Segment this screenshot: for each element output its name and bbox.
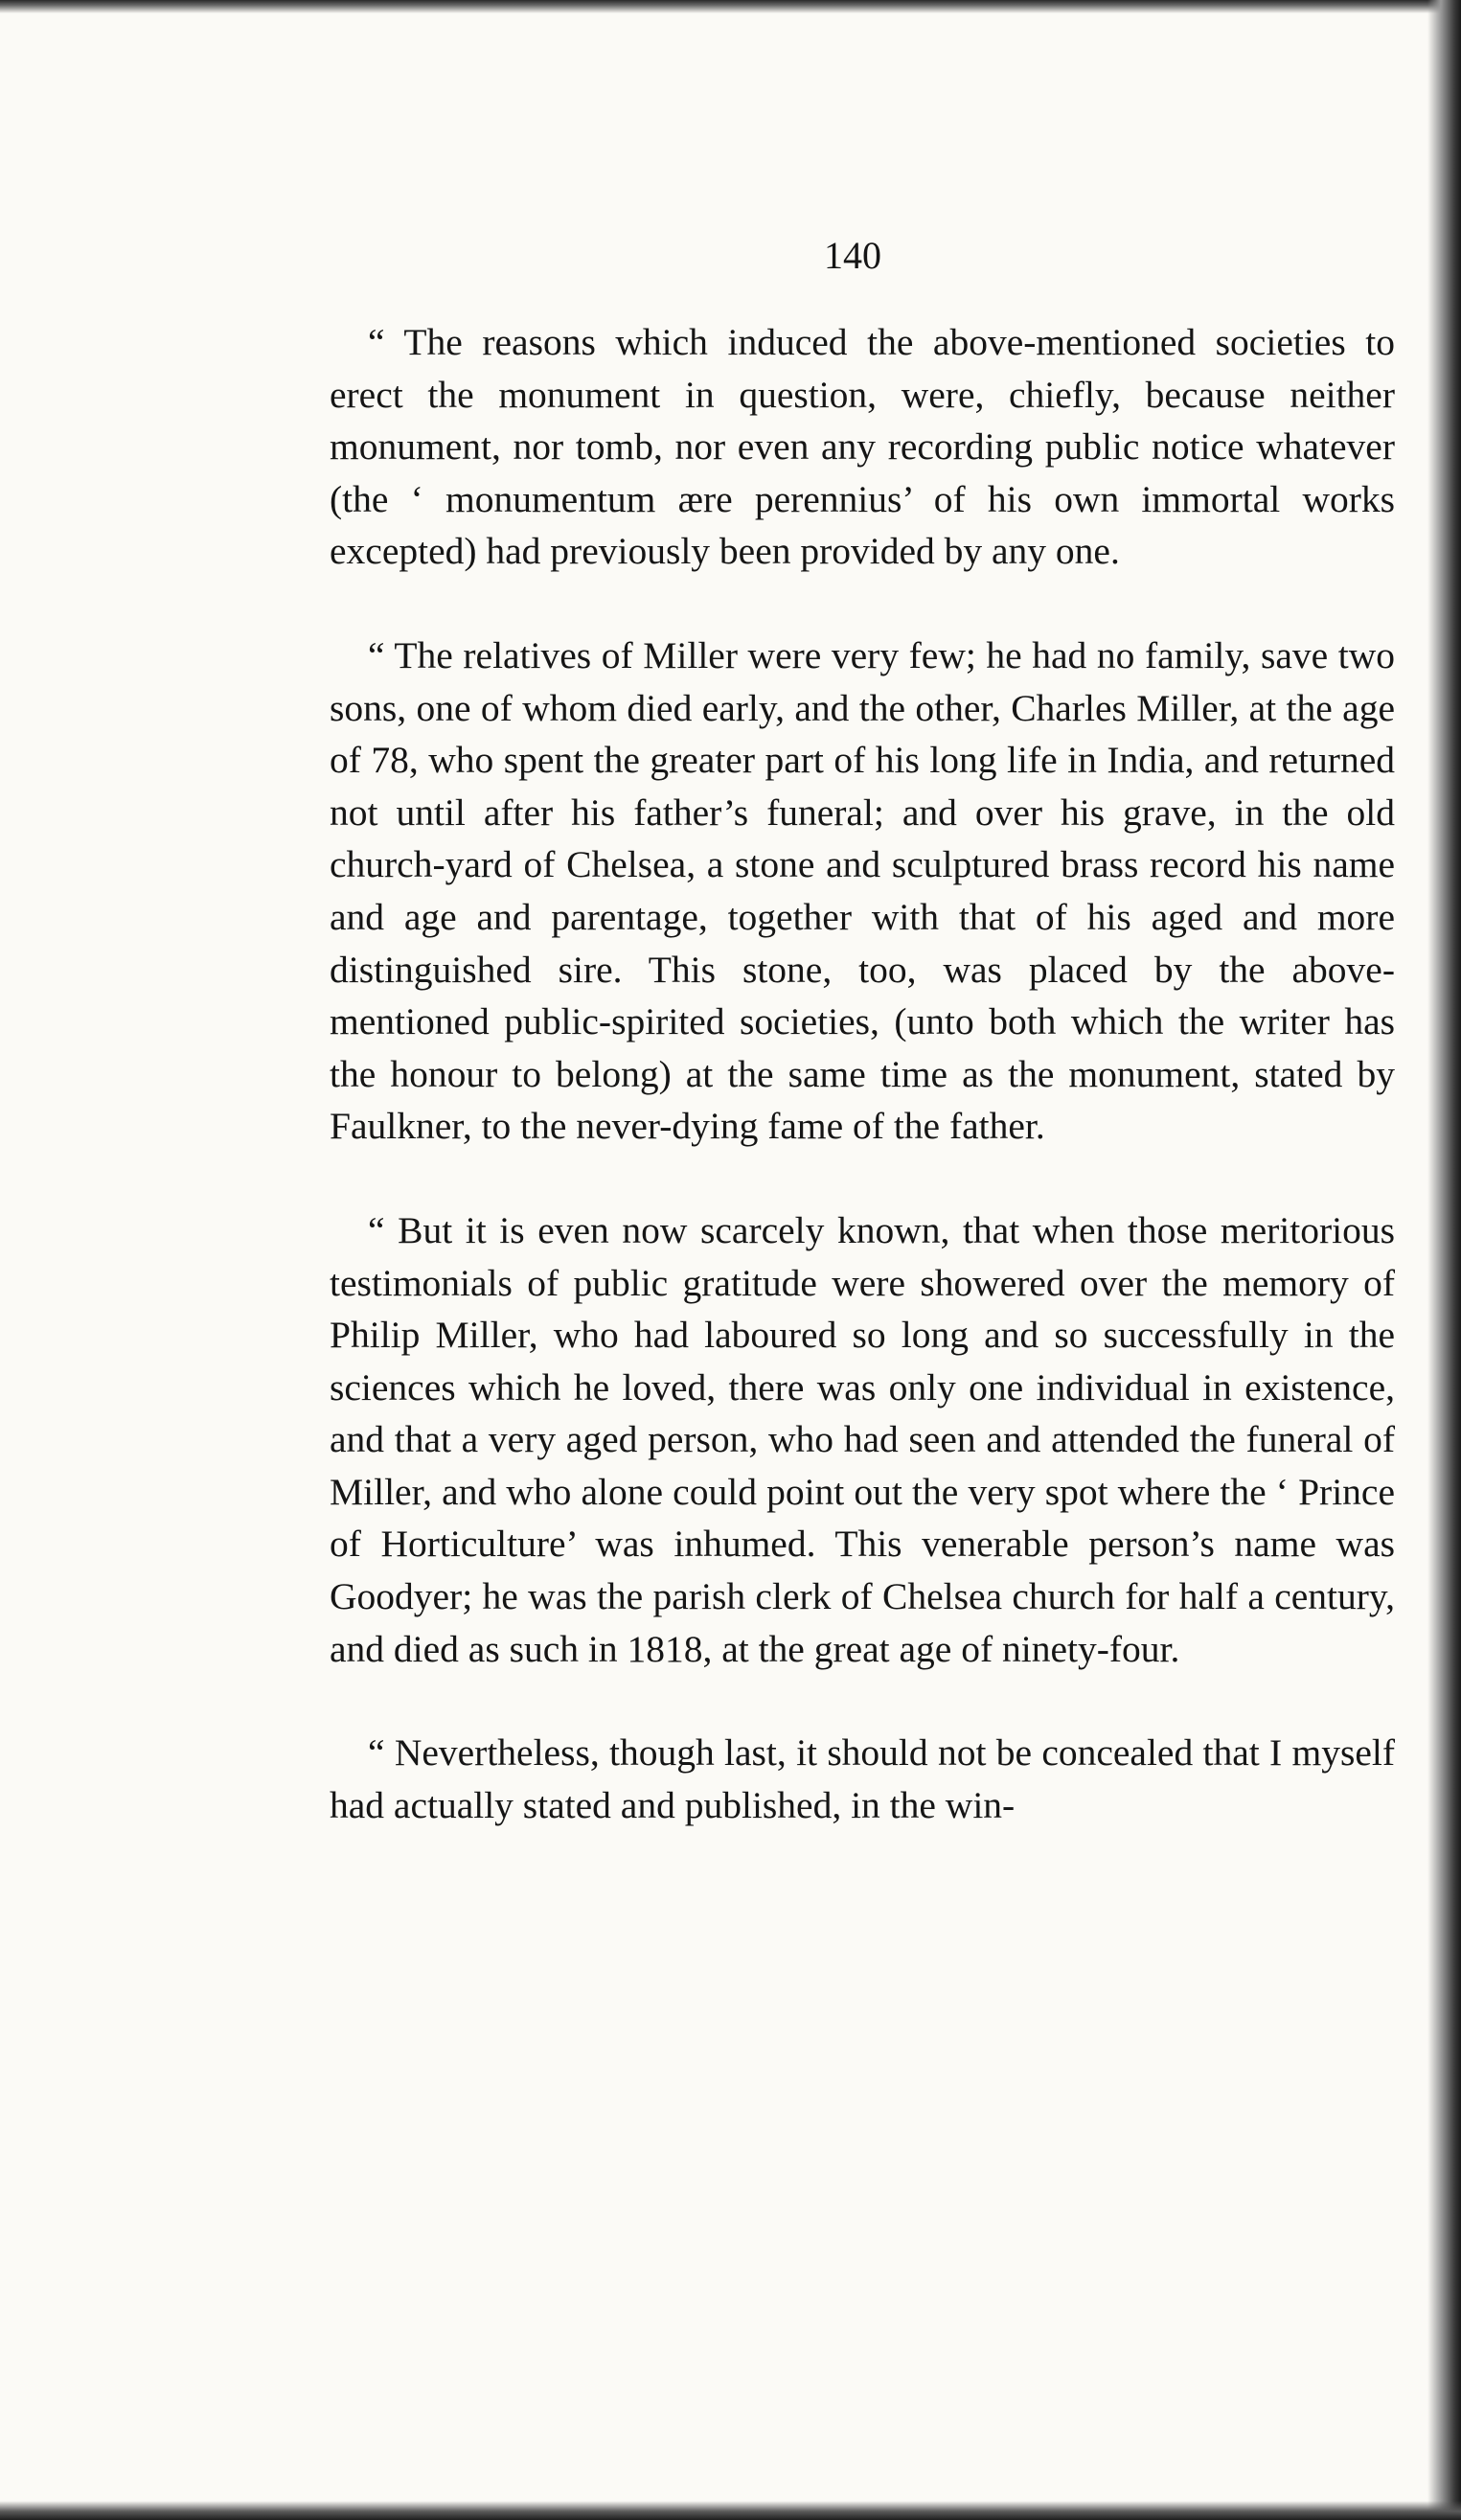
scan-edge-top	[0, 0, 1461, 13]
paragraph-nevertheless: “ Nevertheless, though last, it should not be concealed that I myself had actually stated and published, in the win-	[330, 1731, 1395, 1826]
page-number: 140	[824, 234, 881, 277]
paragraph-reasons-for-monument: “ The reasons which induced the above-mentioned societies to erect the monument in question, were, chiefly, because neither monument, nor tomb, nor even any recording public notice whatever (the ‘ monumentum ære perennius’ of his own immortal works excepted) had previously been provided by any one.	[330, 321, 1395, 573]
scan-edge-right	[1427, 0, 1461, 2520]
paragraph-relatives-of-miller: “ The relatives of Miller were very few; he had no family, save two sons, one of whom died early, and the other, Charles Miller, at the age of 78, who spent the greater part of his long life in India, and returned not until after his father’s funeral; and over his grave, in the old church-yard of Chelsea, a stone and sculptured brass record his name and age and parentage, together with that of his aged and more distinguished sire. This stone, too, was placed by the above-mentioned public-spirited societies, (unto both which the writer has the honour to belong) at the same time as the monument, stated by Faulkner, to the never-dying fame of the father.	[330, 633, 1395, 1148]
body-text	[330, 316, 1395, 1883]
scan-edge-bottom	[0, 2501, 1461, 2520]
paragraph-goodyer-clerk: “ But it is even now scarcely known, that when those meritorious testimonials of public gratitude were showered over the memory of Philip Miller, who had laboured so long and so successfully in the sciences which he loved, there was only one individual in existence, and that a very aged person, who had seen and attended the funeral of Miller, and who alone could point out the very spot where the ‘ Prince of Horticulture’ was inhumed. This venerable person’s name was Goodyer; he was the parish clerk of Chelsea church for half a century, and died as such in 1818, at the great age of ninety-four.	[330, 1208, 1395, 1670]
